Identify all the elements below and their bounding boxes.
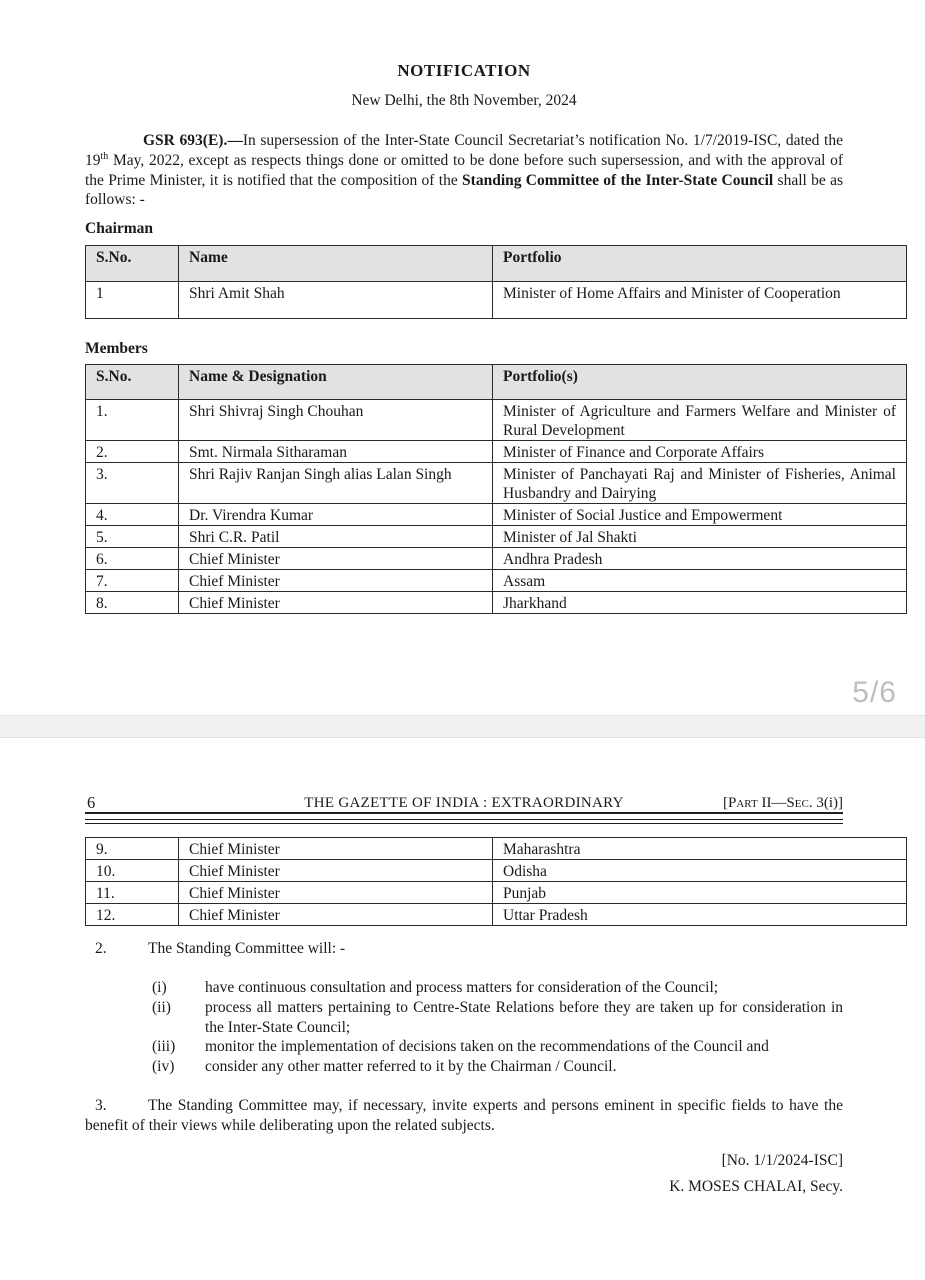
cell-portfolio: Jharkhand: [493, 592, 907, 614]
paragraph-number: 3.: [95, 1097, 107, 1114]
table-row: [86, 504, 907, 526]
table-row: [86, 838, 907, 860]
gazette-page-number: 6: [87, 793, 96, 812]
intro-paragraph: [85, 131, 843, 210]
page-gap-separator: [0, 715, 925, 738]
list-marker: (i): [152, 979, 167, 996]
column-header-portfolio: Portfolio: [493, 246, 907, 282]
members-table-header-row: [86, 365, 907, 400]
intro-text-b: May, 2022, except as respects things done or omitted to be done before such supersession, and with the approval of the Prime Minister, it is notified that the composition of the: [85, 151, 843, 189]
cell-sno: 11.: [86, 882, 179, 904]
cell-name: Chief Minister: [179, 860, 493, 882]
column-header-sno: S.No.: [86, 246, 179, 282]
table-row: [86, 592, 907, 614]
paragraph-2: [85, 939, 843, 959]
list-marker: (iv): [152, 1058, 175, 1076]
chairman-heading: Chairman: [85, 220, 154, 237]
list-item: [152, 1057, 843, 1077]
cell-sno: 12.: [86, 904, 179, 926]
cell-portfolio: Andhra Pradesh: [493, 548, 907, 570]
paragraph-text: The Standing Committee may, if necessary, invite experts and persons eminent in specific fields to have the benefit of their views while deliberating upon the related subjects.: [85, 1097, 843, 1134]
table-row: [86, 282, 907, 319]
header-rule-single: [85, 812, 843, 814]
chairman-table-header-row: [86, 246, 907, 282]
cell-name: Chief Minister: [179, 882, 493, 904]
ordinal-superscript: th: [100, 150, 109, 162]
signatory: K. MOSES CHALAI, Secy.: [669, 1178, 843, 1195]
cell-name: Chief Minister: [179, 548, 493, 570]
cell-sno: 2.: [86, 441, 179, 463]
cell-portfolio: Minister of Finance and Corporate Affairs: [493, 441, 907, 463]
table-row: [86, 860, 907, 882]
list-item-text: have continuous consultation and process matters for consideration of the Council;: [205, 979, 719, 996]
cell-name: Shri Rajiv Ranjan Singh alias Lalan Singh: [179, 463, 493, 504]
gazette-running-header: [85, 793, 843, 813]
part-rest: 3(i)]: [812, 795, 843, 811]
intro-text-c: shall be as follows: -: [85, 171, 843, 209]
cell-portfolio: Punjab: [493, 882, 907, 904]
cell-sno: 9.: [86, 838, 179, 860]
cell-sno: 1: [86, 282, 179, 319]
cell-name: Dr. Virendra Kumar: [179, 504, 493, 526]
table-row: [86, 400, 907, 441]
cell-portfolio: Minister of Agriculture and Farmers Welfare and Minister of Rural Development: [493, 400, 907, 441]
committee-name-bold: Standing Committee of the Inter-State Council: [462, 171, 774, 189]
cell-sno: 1.: [86, 400, 179, 441]
list-marker: (ii): [152, 998, 171, 1016]
table-row: [86, 526, 907, 548]
cell-portfolio: Assam: [493, 570, 907, 592]
cell-portfolio: Uttar Pradesh: [493, 904, 907, 926]
paragraph-3: [85, 1096, 843, 1135]
table-row: [86, 570, 907, 592]
cell-portfolio: Minister of Jal Shakti: [493, 526, 907, 548]
cell-name: Smt. Nirmala Sitharaman: [179, 441, 493, 463]
file-number: [No. 1/1/2024-ISC]: [721, 1152, 843, 1169]
cell-sno: 4.: [86, 504, 179, 526]
table-row: [86, 463, 907, 504]
gazette-title: THE GAZETTE OF INDIA : EXTRAORDINARY: [304, 795, 624, 811]
cell-sno: 8.: [86, 592, 179, 614]
list-item: [152, 998, 843, 1038]
gsr-number: GSR 693(E).—: [143, 132, 243, 149]
column-header-name-designation: Name & Designation: [179, 365, 493, 400]
cell-portfolio: Maharashtra: [493, 838, 907, 860]
column-header-name: Name: [179, 246, 493, 282]
cell-name: Shri Shivraj Singh Chouhan: [179, 400, 493, 441]
cell-sno: 6.: [86, 548, 179, 570]
paragraph-number: 2.: [95, 940, 107, 957]
cell-portfolio: Minister of Panchayati Raj and Minister of Fisheries, Animal Husbandry and Dairying: [493, 463, 907, 504]
cell-name: Chief Minister: [179, 570, 493, 592]
members-table-continued: [85, 837, 907, 926]
cell-name: Shri Amit Shah: [179, 282, 493, 319]
table-row: [86, 904, 907, 926]
page-indicator: 5/6: [852, 676, 897, 709]
gazette-part-label: [723, 795, 843, 812]
cell-portfolio: Minister of Social Justice and Empowerment: [493, 504, 907, 526]
table-row: [86, 441, 907, 463]
table-row: [86, 882, 907, 904]
cell-name: Chief Minister: [179, 838, 493, 860]
members-table: [85, 364, 907, 614]
table-row: [86, 548, 907, 570]
cell-name: Chief Minister: [179, 904, 493, 926]
cell-name: Chief Minister: [179, 592, 493, 614]
notification-title: NOTIFICATION: [397, 61, 531, 80]
list-item-text: process all matters pertaining to Centre-State Relations before they are taken up for consideration in the Inter-State Council;: [205, 998, 843, 1036]
list-item: [152, 1037, 843, 1057]
list-item-text: monitor the implementation of decisions taken on the recommendations of the Council and: [205, 1038, 769, 1056]
cell-portfolio: Minister of Home Affairs and Minister of Cooperation: [493, 282, 907, 319]
dateline: New Delhi, the 8th November, 2024: [351, 92, 577, 109]
intro-text-a: In supersession of the Inter-State Council Secretariat’s notification No. 1/7/2019-ISC, dated the 19: [85, 132, 843, 169]
paragraph-text: The Standing Committee will: -: [148, 940, 346, 957]
column-header-sno: S.No.: [86, 365, 179, 400]
cell-sno: 7.: [86, 570, 179, 592]
chairman-table: [85, 245, 907, 319]
members-heading: Members: [85, 340, 148, 357]
list-marker: (iii): [152, 1038, 176, 1056]
part-smallcaps: [Part II—Sec.: [723, 795, 813, 811]
column-header-portfolios: Portfolio(s): [493, 365, 907, 400]
cell-portfolio: Odisha: [493, 860, 907, 882]
list-item-text: consider any other matter referred to it by the Chairman / Council.: [205, 1058, 617, 1076]
cell-sno: 3.: [86, 463, 179, 504]
cell-sno: 10.: [86, 860, 179, 882]
list-item: [152, 978, 843, 998]
header-rule-double: [85, 819, 843, 824]
cell-name: Shri C.R. Patil: [179, 526, 493, 548]
cell-sno: 5.: [86, 526, 179, 548]
committee-functions-list: [152, 978, 843, 1077]
